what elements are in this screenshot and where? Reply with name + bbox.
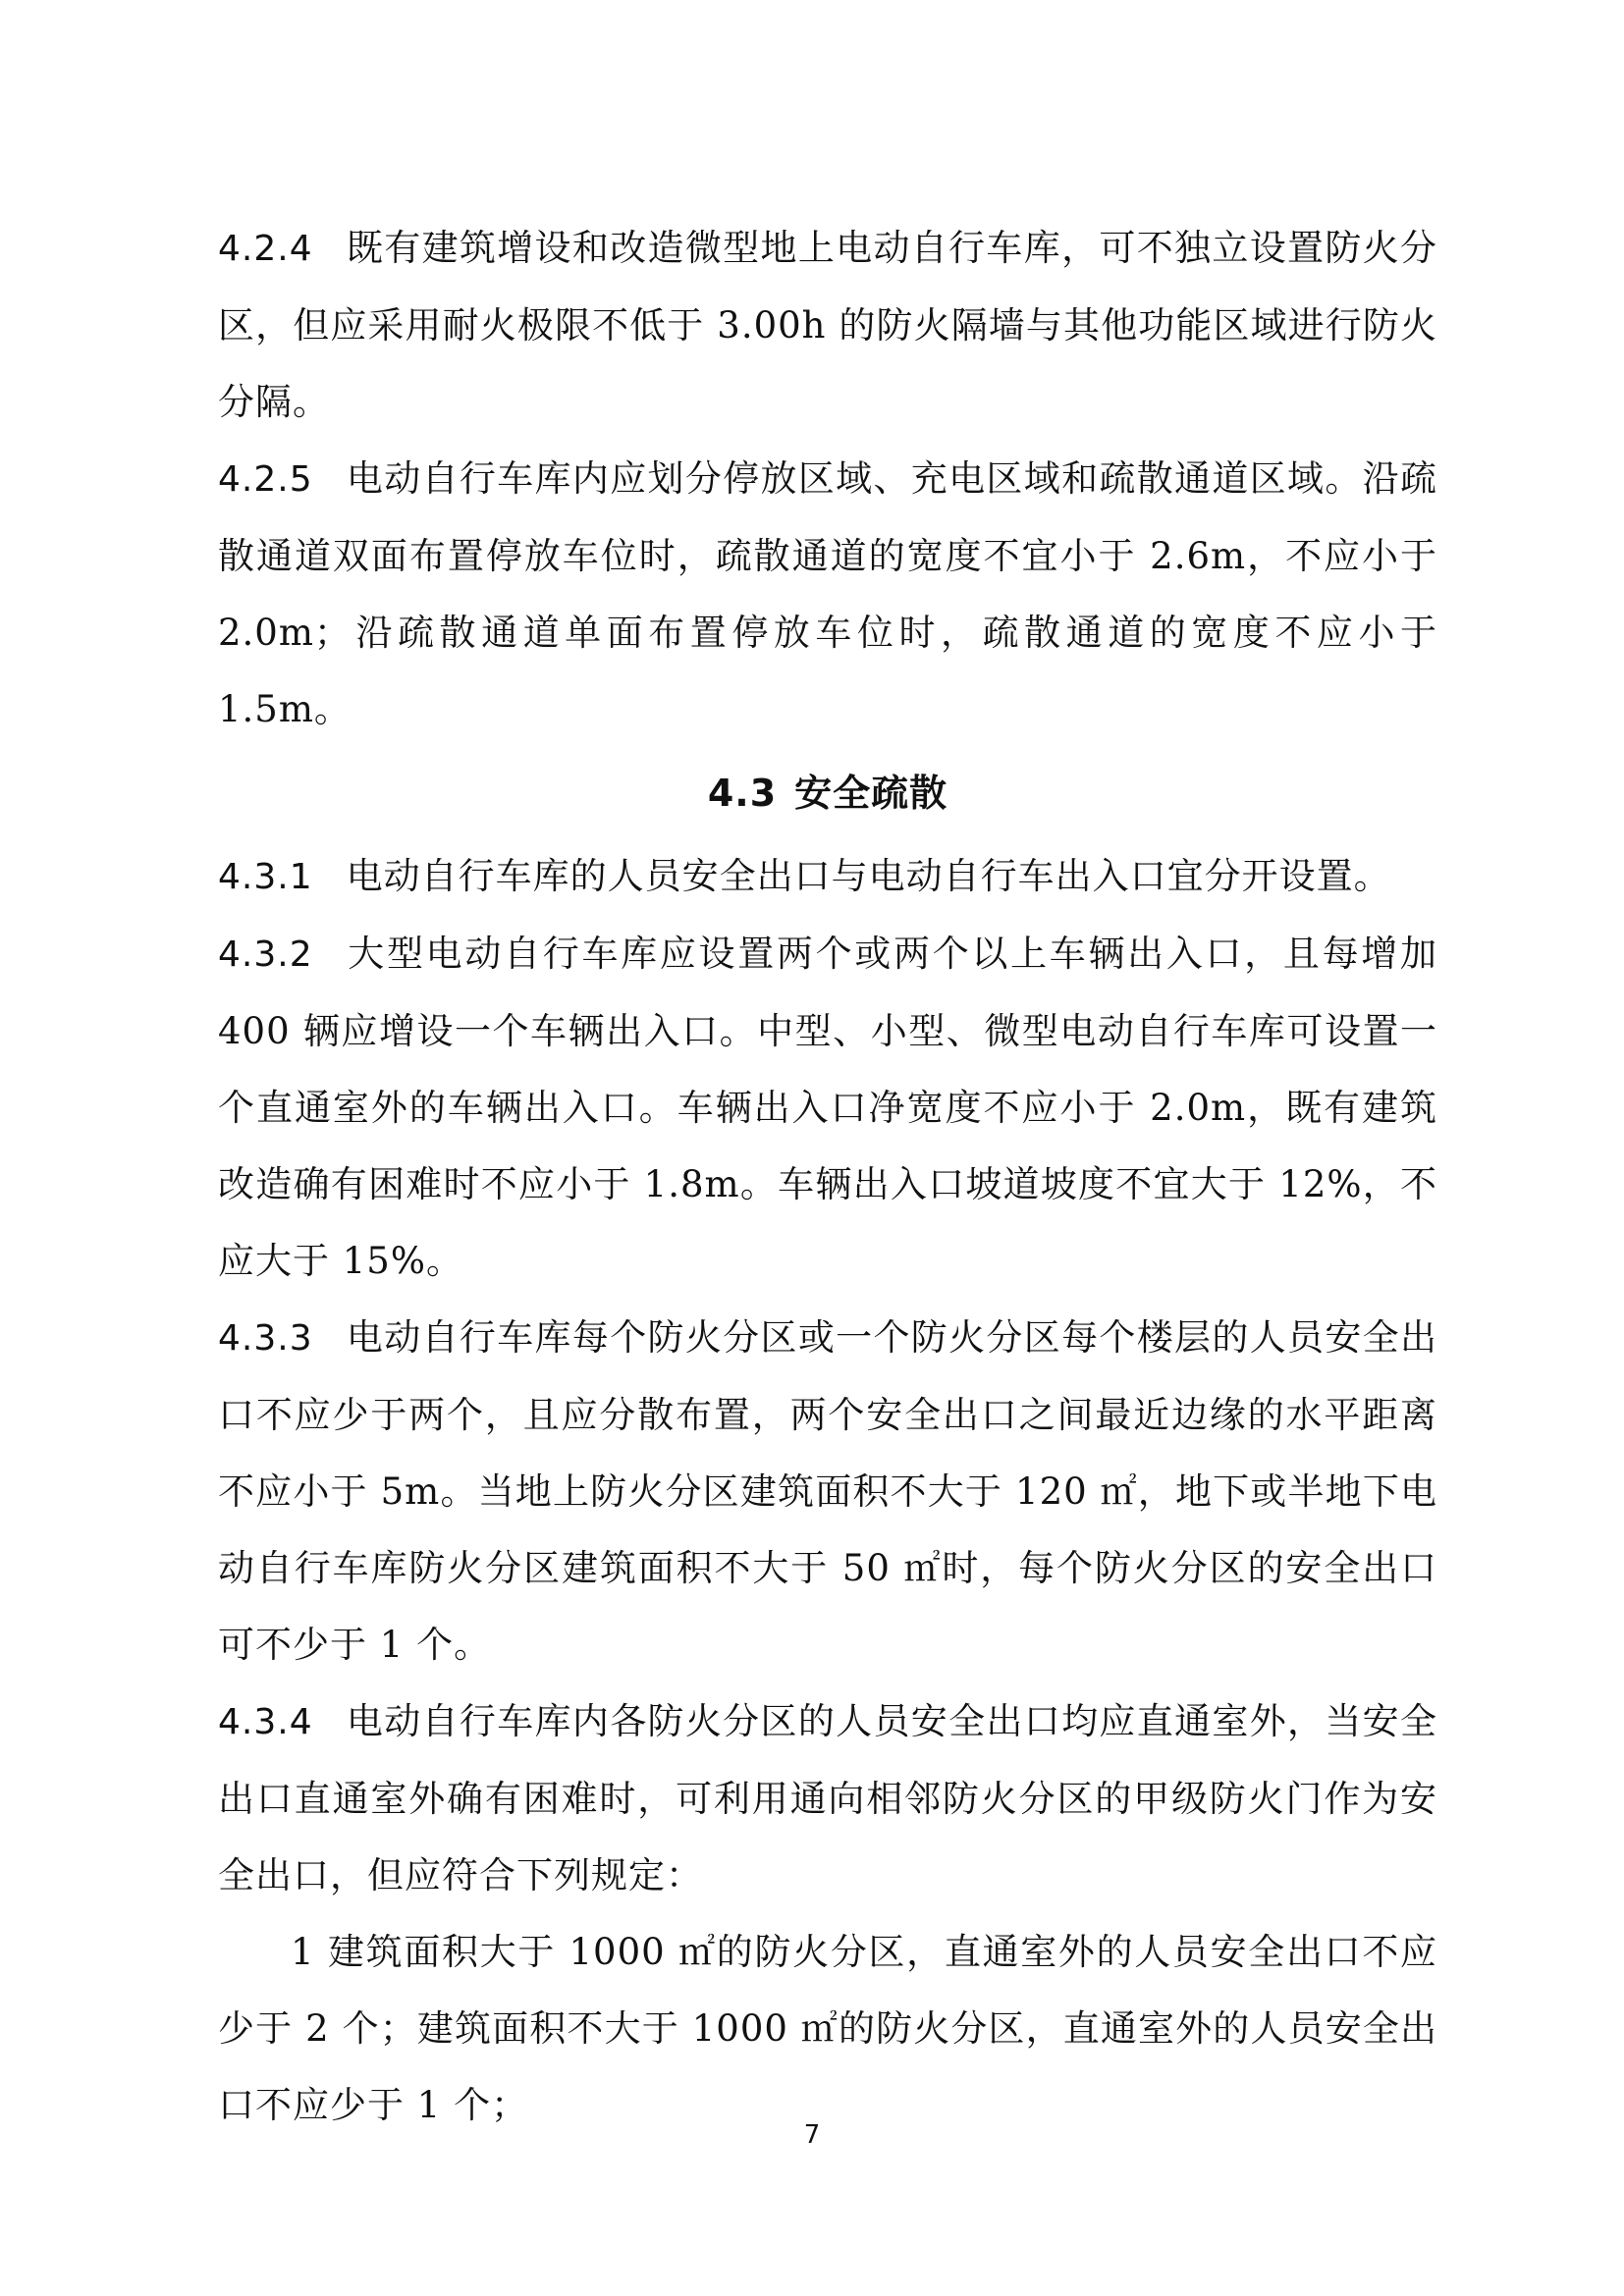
clause-number: 4.2.5 (218, 459, 313, 500)
clause-text: 电动自行车库内应划分停放区域、充电区域和疏散通道区域。沿疏散通道双面布置停放车位时，疏散通道的宽度不宜小于 2.6m，不应小于 2.0m；沿疏散通道单面布置停放车位时，疏散通道的宽度不应小于 1.5m。 (218, 457, 1437, 730)
clause-number: 4.2.4 (218, 229, 313, 269)
section-heading (218, 748, 1437, 838)
item-text: 建筑面积大于 1000 ㎡的防火分区，直通室外的人员安全出口不应少于 2 个；建筑面积不大于 1000 ㎡的防火分区，直通室外的人员安全出口不应少于 1 个； (218, 1931, 1438, 2126)
clause-number: 4.3.2 (218, 934, 313, 975)
section-number: 4.3 (707, 772, 778, 815)
clause-4-2-5 (218, 441, 1437, 748)
clause-4-3-3 (218, 1300, 1437, 1683)
clause-text: 电动自行车库内各防火分区的人员安全出口均应直通室外，当安全出口直通室外确有困难时，可利用通向相邻防火分区的甲级防火门作为安全出口，但应符合下列规定： (218, 1700, 1437, 1896)
item-number: 1 (291, 1931, 315, 1973)
section-title: 安全疏散 (794, 772, 948, 815)
clause-number: 4.3.3 (218, 1318, 313, 1359)
clause-text: 电动自行车库的人员安全出口与电动自行车出入口宜分开设置。 (346, 855, 1391, 897)
clause-text: 电动自行车库每个防火分区或一个防火分区每个楼层的人员安全出口不应少于两个，且应分散布置，两个安全出口之间最近边缘的水平距离不应小于 5m。当地上防火分区建筑面积不大于 120 ㎡，地下或半地下电动自行车库防火分区建筑面积不大于 50 ㎡时，每个防火分区的安全出口可不少于 1 个。 (218, 1316, 1437, 1666)
page-number: 7 (803, 2120, 821, 2150)
clause-text: 既有建筑增设和改造微型地上电动自行车库，可不独立设置防火分区，但应采用耐火极限不低于 3.00h 的防火隔墙与其他功能区域进行防火分隔。 (218, 227, 1437, 423)
clause-number: 4.3.4 (218, 1702, 313, 1742)
clause-4-3-1 (218, 838, 1437, 916)
clause-text: 大型电动自行车库应设置两个或两个以上车辆出入口，且每增加 400 辆应增设一个车辆出入口。中型、小型、微型电动自行车库可设置一个直通室外的车辆出入口。车辆出入口净宽度不应小于 2.0m，既有建筑改造确有困难时不应小于 1.8m。车辆出入口坡道坡度不宜大于 12%，不应大于 15%。 (218, 933, 1437, 1282)
page-body (218, 210, 1437, 2144)
clause-number: 4.3.1 (218, 857, 313, 897)
clause-4-2-4 (218, 210, 1437, 441)
clause-4-3-2 (218, 916, 1437, 1300)
list-item (218, 1914, 1437, 2144)
clause-4-3-4 (218, 1683, 1437, 1914)
